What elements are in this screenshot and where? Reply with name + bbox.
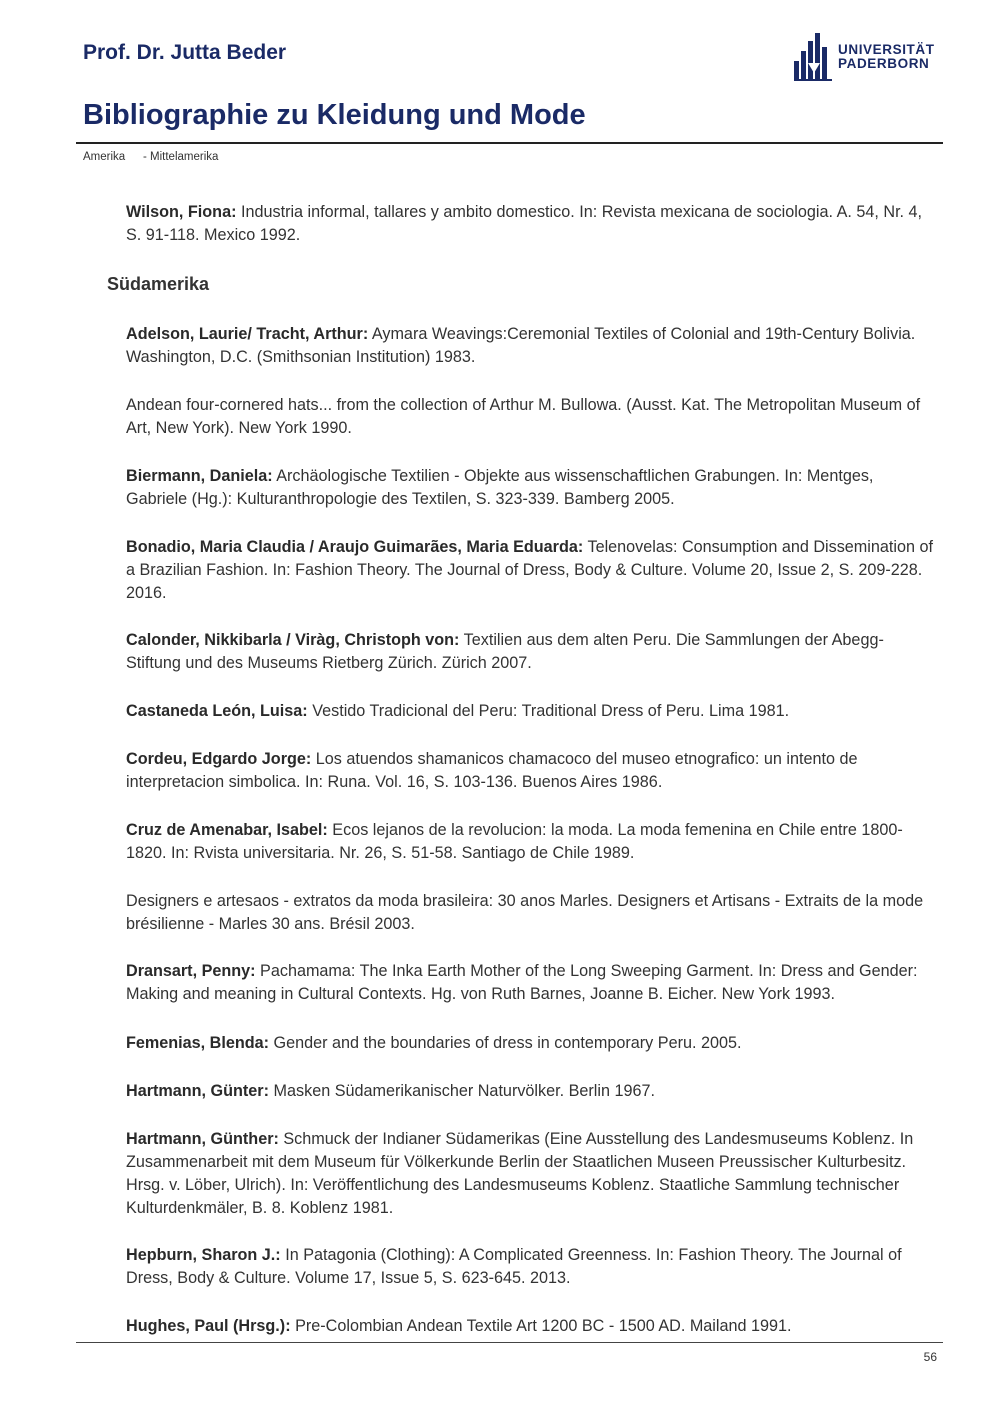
entry-text: Telenovelas: Consumption and Dissemination of a Brazilian Fashion. In: Fashion Theory. The Journal of Dress, Body & Culture. Volume 20, Issue 2, S. 209-228. 2016.	[126, 538, 933, 602]
entry-text: Gender and the boundaries of dress in contemporary Peru. 2005.	[269, 1034, 742, 1052]
entry-author: Biermann, Daniela:	[126, 467, 273, 485]
entry-text: Andean four-cornered hats... from the collection of Arthur M. Bullowa. (Ausst. Kat. The Metropolitan Museum of Art, New York). New York 1990.	[126, 396, 921, 437]
entry-text: Pre-Colombian Andean Textile Art 1200 BC - 1500 AD. Mailand 1991.	[290, 1317, 792, 1335]
bibliography-entry	[126, 1315, 938, 1338]
entry-text: Ecos lejanos de la revolucion: la moda. La moda femenina en Chile entre 1800-1820. In: Rvista universitaria. Nr. 26, S. 51-58. Santiago de Chile 1989.	[126, 821, 903, 862]
entry-text: Textilien aus dem alten Peru. Die Sammlungen der Abegg-Stiftung und des Museums Rietberg Zürich. Zürich 2007.	[126, 631, 884, 672]
entry-author: Hepburn, Sharon J.:	[126, 1246, 281, 1264]
page-title: Bibliographie zu Kleidung und Mode	[83, 99, 586, 131]
entry-text: Masken Südamerikanischer Naturvölker. Berlin 1967.	[269, 1082, 656, 1100]
bibliography-entry	[126, 323, 938, 369]
entry-author: Hartmann, Günther:	[126, 1130, 279, 1148]
bibliography-entry	[126, 1032, 938, 1055]
entry-author: Femenias, Blenda:	[126, 1034, 270, 1052]
logo-line-1: UNIVERSITÄT	[838, 42, 935, 57]
entry-text: Schmuck der Indianer Südamerikas (Eine Ausstellung des Landesmuseums Koblenz. In Zusammenarbeit mit dem Museum für Völkerkunde Berlin der Staatlichen Museen Preussischer Kulturbesitz. Hrsg. v. Löber, Ulrich). In: Veröffentlichung des Landesmuseums Koblenz. Staatliche Sammlung technischer Kulturdenkmäler, B. 8. Koblenz 1981.	[126, 1130, 914, 1217]
entry-text: Los atuendos shamanicos chamacoco del museo etnografico: un intento de interpretacion simbolica. In: Runa. Vol. 16, S. 103-136. Buenos Aires 1986.	[126, 750, 858, 791]
bibliography-entry	[126, 536, 938, 605]
breadcrumb-item-2: - Mittelamerika	[143, 151, 219, 163]
breadcrumb-item-1: Amerika	[83, 151, 126, 163]
entry-author: Hartmann, Günter:	[126, 1082, 270, 1100]
header-divider	[76, 142, 943, 144]
bibliography-entry	[126, 700, 938, 723]
entry-text: Archäologische Textilien - Objekte aus wissenschaftlichen Grabungen. In: Mentges, Gabriele (Hg.): Kulturanthropologie des Textilen, S. 323-339. Bamberg 2005.	[126, 467, 874, 508]
logo-line-2: PADERBORN	[838, 56, 930, 71]
bibliography-entry	[126, 629, 938, 675]
entry-author: Cruz de Amenabar, Isabel:	[126, 821, 328, 839]
bibliography-entry	[126, 819, 938, 865]
entry-author: Hughes, Paul (Hrsg.):	[126, 1317, 291, 1335]
logo-wordmark	[838, 43, 935, 71]
bibliography-entry	[126, 1080, 938, 1103]
entry-author: Calonder, Nikkibarla / Viràg, Christoph von:	[126, 631, 460, 649]
university-logo-icon	[794, 33, 832, 81]
entry-author: Wilson, Fiona:	[126, 203, 237, 221]
entry-text: Pachamama: The Inka Earth Mother of the Long Sweeping Garment. In: Dress and Gender: Making and meaning in Cultural Contexts. Hg. von Ruth Barnes, Joanne B. Eicher. New York 1993.	[126, 962, 918, 1003]
bibliography-entry	[126, 465, 938, 511]
section-heading: Südamerika	[107, 274, 210, 294]
bibliography-entry	[126, 394, 938, 440]
entry-author: Adelson, Laurie/ Tracht, Arthur:	[126, 325, 369, 343]
bibliography-entry	[126, 748, 938, 794]
entry-author: Dransart, Penny:	[126, 962, 256, 980]
entry-author: Castaneda León, Luisa:	[126, 702, 308, 720]
entry-text: Vestido Tradicional del Peru: Traditional Dress of Peru. Lima 1981.	[307, 702, 790, 720]
bibliography-entry	[126, 960, 938, 1006]
entry-text: Industria informal, tallares y ambito domestico. In: Revista mexicana de sociologia. A. 54, Nr. 4, S. 91-118. Mexico 1992.	[126, 203, 923, 244]
entry-author: Cordeu, Edgardo Jorge:	[126, 750, 312, 768]
page-number: 56	[923, 1350, 937, 1364]
bibliography-entry	[126, 890, 938, 936]
breadcrumb	[83, 151, 218, 163]
bibliography-entry	[126, 201, 938, 247]
entry-text: In Patagonia (Clothing): A Complicated Greenness. In: Fashion Theory. The Journal of Dress, Body & Culture. Volume 17, Issue 5, S. 623-645. 2013.	[126, 1246, 902, 1287]
bibliography-entry	[126, 1128, 938, 1220]
entry-author: Bonadio, Maria Claudia / Araujo Guimarães, Maria Eduarda:	[126, 538, 584, 556]
footer-divider	[76, 1342, 943, 1343]
entry-text: Aymara Weavings:Ceremonial Textiles of Colonial and 19th-Century Bolivia. Washington, D.C. (Smithsonian Institution) 1983.	[126, 325, 916, 366]
author-name: Prof. Dr. Jutta Beder	[83, 41, 287, 64]
bibliography-entry	[126, 1244, 938, 1290]
entry-text: Designers e artesaos - extratos da moda brasileira: 30 anos Marles. Designers et Artisans - Extraits de la mode brésilienne - Marles 30 ans. Brésil 2003.	[126, 892, 924, 933]
university-logo	[794, 31, 944, 83]
